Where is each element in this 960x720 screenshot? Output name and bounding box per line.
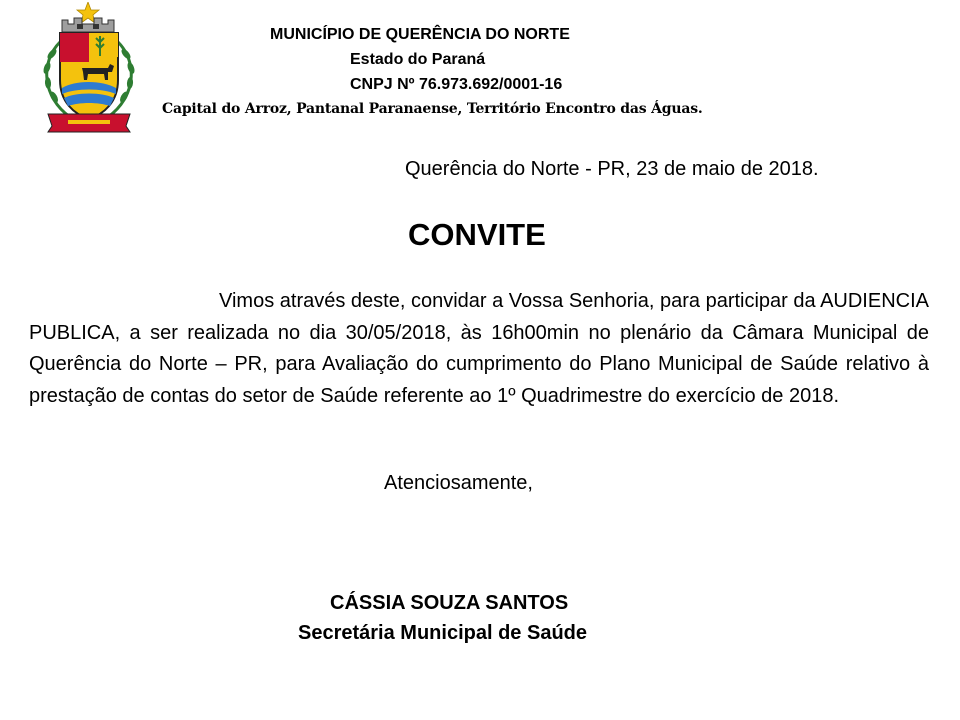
letter-body (29, 286, 929, 412)
signatory-name: CÁSSIA SOUZA SANTOS (330, 592, 569, 614)
municipal-coat-of-arms-icon (30, 2, 150, 134)
state-name: Estado do Paraná (350, 51, 486, 68)
letter-body-text: Vimos através deste, convidar a Vossa Senhoria, para participar da AUDIENCIA PUBLICA, a ser realizada no dia 30/05/2018, às 16h00min no plenário da Câmara Municipal de Querência do Norte – PR, para Avaliação do cumprimento do Plano Municipal de Saúde relativo à prestação de contas do setor de Saúde referente ao 1º Quadrimestre do exercício de 2018. (29, 290, 929, 407)
date-line: Querência do Norte - PR, 23 de maio de 2018. (405, 158, 819, 180)
municipal-motto: Capital do Arroz, Pantanal Paranaense, Território Encontro das Águas. (162, 101, 703, 117)
signatory-role: Secretária Municipal de Saúde (298, 622, 587, 644)
municipality-name: MUNICÍPIO DE QUERÊNCIA DO NORTE (270, 26, 570, 43)
letter-title: CONVITE (408, 217, 546, 252)
closing-line: Atenciosamente, (384, 472, 533, 494)
cnpj-number: CNPJ Nº 76.973.692/0001-16 (350, 76, 563, 93)
